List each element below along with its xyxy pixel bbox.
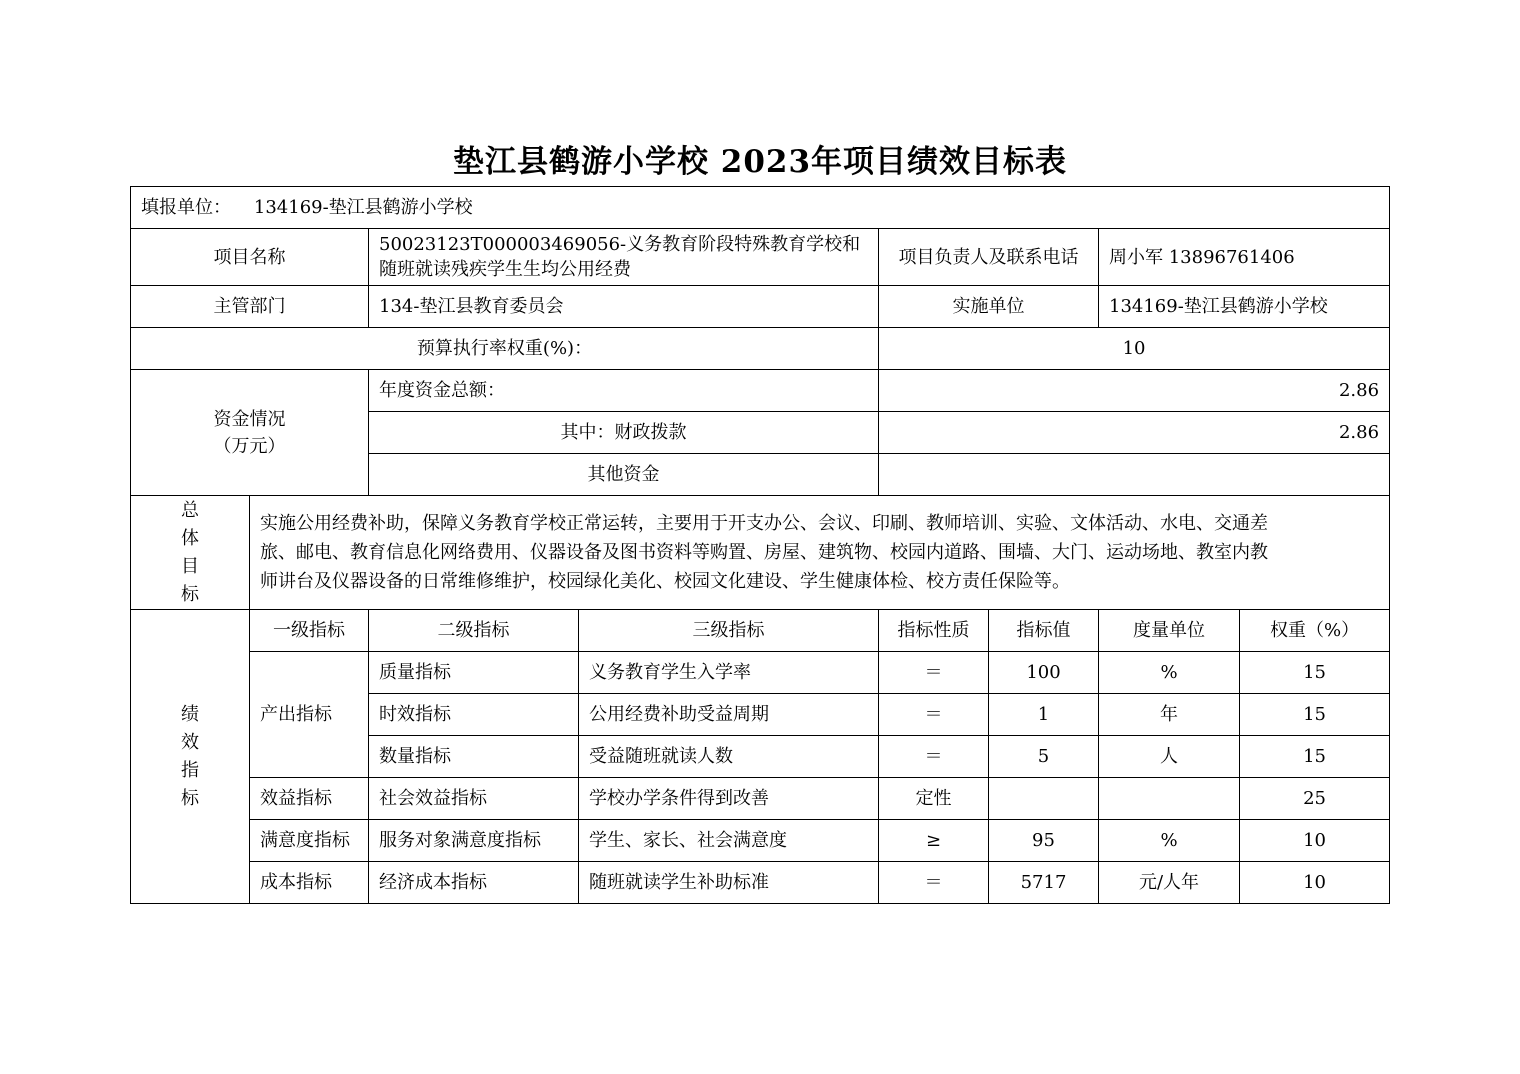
level3-cell: 学校办学条件得到改善 bbox=[579, 778, 879, 820]
overall-goal-line: 实施公用经费补助，保障义务教育学校正常运转，主要用于开支办公、会议、印刷、教师培训、实验、文体活动、水电、交通差 bbox=[260, 513, 1268, 534]
header-level3: 三级指标 bbox=[579, 610, 879, 652]
funds-other-value bbox=[879, 454, 1390, 496]
budget-rate-row bbox=[131, 328, 1390, 370]
header-value: 指标值 bbox=[989, 610, 1099, 652]
nature-cell: 定性 bbox=[879, 778, 989, 820]
dept-label: 主管部门 bbox=[131, 286, 369, 328]
overall-goal-line: 师讲台及仪器设备的日常维修维护，校园绿化美化、校园文化建设、学生健康体检、校方责任保险等。 bbox=[260, 571, 1070, 592]
level3-cell: 义务教育学生入学率 bbox=[579, 652, 879, 694]
contact-label: 项目负责人及联系电话 bbox=[879, 229, 1099, 286]
weight-cell: 25 bbox=[1240, 778, 1390, 820]
table-row bbox=[131, 652, 1390, 694]
fill-unit-label: 填报单位： bbox=[141, 197, 231, 218]
header-unit: 度量单位 bbox=[1099, 610, 1240, 652]
level2-cell: 时效指标 bbox=[369, 694, 579, 736]
page-title: 垫江县鹤游小学校 2023年项目绩效目标表 bbox=[452, 144, 1068, 180]
header-weight: 权重（%） bbox=[1240, 610, 1390, 652]
nature-cell: ≥ bbox=[879, 820, 989, 862]
funds-label bbox=[131, 370, 369, 496]
level3-cell: 随班就读学生补助标准 bbox=[579, 862, 879, 904]
nature-cell: ＝ bbox=[879, 694, 989, 736]
budget-rate-value: 10 bbox=[879, 328, 1390, 370]
funds-fiscal-label: 其中：财政拨款 bbox=[369, 412, 879, 454]
value-cell bbox=[989, 778, 1099, 820]
nature-cell: ＝ bbox=[879, 652, 989, 694]
nature-cell: ＝ bbox=[879, 736, 989, 778]
level1-cell: 满意度指标 bbox=[250, 820, 369, 862]
level3-cell: 受益随班就读人数 bbox=[579, 736, 879, 778]
level1-cell: 效益指标 bbox=[250, 778, 369, 820]
value-cell: 5 bbox=[989, 736, 1099, 778]
budget-rate-label: 预算执行率权重(%)： bbox=[131, 328, 879, 370]
header-level2: 二级指标 bbox=[369, 610, 579, 652]
value-cell: 95 bbox=[989, 820, 1099, 862]
table-row bbox=[131, 778, 1390, 820]
funds-total-row bbox=[131, 370, 1390, 412]
overall-goal-line: 旅、邮电、教育信息化网络费用、仪器设备及图书资料等购置、房屋、建筑物、校园内道路、围墙、大门、运动场地、教室内教 bbox=[260, 542, 1268, 563]
weight-cell: 15 bbox=[1240, 652, 1390, 694]
unit-cell: % bbox=[1099, 820, 1240, 862]
fill-unit-value: 134169-垫江县鹤游小学校 bbox=[253, 197, 473, 218]
project-name-line1: 50023123T000003469056-义务教育阶段特殊教育学校和 bbox=[379, 234, 861, 255]
value-cell: 100 bbox=[989, 652, 1099, 694]
unit-cell: 人 bbox=[1099, 736, 1240, 778]
indicators-label bbox=[131, 610, 250, 904]
level3-cell: 公用经费补助受益周期 bbox=[579, 694, 879, 736]
funds-label-line2: （万元） bbox=[213, 435, 286, 457]
indicator-header-row bbox=[131, 610, 1390, 652]
unit-cell: 年 bbox=[1099, 694, 1240, 736]
indicators-char: 标 bbox=[181, 787, 199, 809]
level3-cell: 学生、家长、社会满意度 bbox=[579, 820, 879, 862]
funds-total-value: 2.86 bbox=[879, 370, 1390, 412]
funds-other-label: 其他资金 bbox=[369, 454, 879, 496]
overall-goal-char: 总 bbox=[181, 499, 199, 521]
table-row bbox=[131, 820, 1390, 862]
project-name-value bbox=[369, 229, 879, 286]
impl-unit-label: 实施单位 bbox=[879, 286, 1099, 328]
project-name-label: 项目名称 bbox=[131, 229, 369, 286]
table-row bbox=[131, 862, 1390, 904]
weight-cell: 10 bbox=[1240, 820, 1390, 862]
header-nature: 指标性质 bbox=[879, 610, 989, 652]
impl-unit-value: 134169-垫江县鹤游小学校 bbox=[1099, 286, 1390, 328]
overall-goal-char: 目 bbox=[181, 555, 199, 577]
level2-cell: 经济成本指标 bbox=[369, 862, 579, 904]
indicators-char: 绩 bbox=[181, 703, 199, 725]
fill-unit-cell bbox=[131, 187, 1390, 229]
value-cell: 5717 bbox=[989, 862, 1099, 904]
dept-row bbox=[131, 286, 1390, 328]
fill-unit-row bbox=[131, 187, 1390, 229]
overall-goal-label bbox=[131, 496, 250, 610]
weight-cell: 15 bbox=[1240, 694, 1390, 736]
unit-cell: % bbox=[1099, 652, 1240, 694]
project-name-row bbox=[131, 229, 1390, 286]
unit-cell bbox=[1099, 778, 1240, 820]
overall-goal-char: 标 bbox=[181, 583, 199, 605]
header-level1: 一级指标 bbox=[250, 610, 369, 652]
weight-cell: 15 bbox=[1240, 736, 1390, 778]
indicators-char: 效 bbox=[181, 731, 199, 753]
level2-cell: 社会效益指标 bbox=[369, 778, 579, 820]
nature-cell: ＝ bbox=[879, 862, 989, 904]
level2-cell: 质量指标 bbox=[369, 652, 579, 694]
value-cell: 1 bbox=[989, 694, 1099, 736]
level2-cell: 数量指标 bbox=[369, 736, 579, 778]
overall-goal-char: 体 bbox=[181, 527, 199, 549]
level1-cell: 成本指标 bbox=[250, 862, 369, 904]
contact-value: 周小军 13896761406 bbox=[1099, 229, 1390, 286]
dept-value: 134-垫江县教育委员会 bbox=[369, 286, 879, 328]
level1-output: 产出指标 bbox=[250, 652, 369, 778]
unit-cell: 元/人年 bbox=[1099, 862, 1240, 904]
funds-fiscal-value: 2.86 bbox=[879, 412, 1390, 454]
project-name-line2: 随班就读残疾学生生均公用经费 bbox=[379, 259, 631, 280]
indicators-char: 指 bbox=[181, 759, 199, 781]
weight-cell: 10 bbox=[1240, 862, 1390, 904]
funds-total-label: 年度资金总额： bbox=[369, 370, 879, 412]
performance-table bbox=[130, 186, 1390, 904]
overall-goal-row bbox=[131, 496, 1390, 610]
funds-label-line1: 资金情况 bbox=[213, 408, 286, 430]
overall-goal-text bbox=[250, 496, 1390, 610]
level2-cell: 服务对象满意度指标 bbox=[369, 820, 579, 862]
